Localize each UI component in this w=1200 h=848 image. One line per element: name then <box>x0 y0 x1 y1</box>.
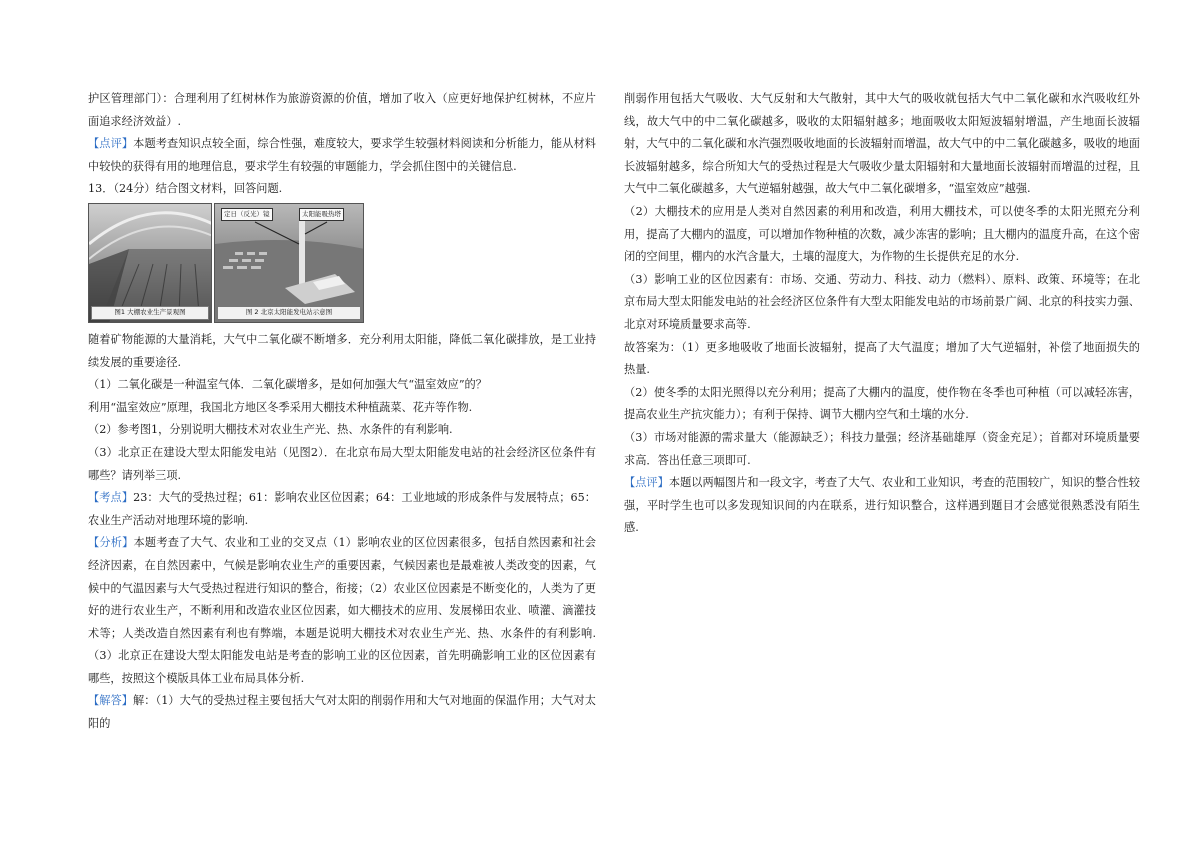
figure-1-caption: 图1 大棚农业生产景观图 <box>91 306 209 320</box>
comment-paragraph <box>88 133 596 178</box>
comment-tag: 【点评】 <box>88 137 134 151</box>
comment-text: 本题以两幅图片和一段文字，考查了大气、农业和工业知识，考查的范围较广，知识的整合性较强，平时学生也可以多发现知识间的内在联系，进行知识整合，这样遇到题目才会感觉很熟悉没有陌生感. <box>624 476 1140 535</box>
analysis-tag: 【分析】 <box>88 536 134 550</box>
figure-2-caption: 图 2 北京太阳能发电站示意图 <box>217 306 361 320</box>
comment-text: 本题考查知识点较全面，综合性强，难度较大，要求学生较强材料阅读和分析能力，能从材料中较快的获得有用的地理信息，要求学生有较强的审题能力，学会抓住图中的关键信息. <box>88 137 596 173</box>
heliostat-label: 定日（反光）镜 <box>221 208 273 221</box>
paragraph: 利用“温室效应”原理，我国北方地区冬季采用大棚技术种植蔬菜、花卉等作物. <box>88 400 473 414</box>
solar-station-photo <box>214 203 364 323</box>
comment-tag: 【点评】 <box>624 476 669 490</box>
right-column <box>624 88 1140 540</box>
question-1: （1）二氧化碳是一种温室气体．二氧化碳增多，是如何加强大气“温室效应”的？ <box>88 378 487 392</box>
knowledge-point <box>88 487 596 532</box>
knowledge-tag: 【考点】 <box>88 491 134 505</box>
figures <box>88 203 364 325</box>
question-3: （3）北京正在建设大型太阳能发电站（见图2）．在北京布局大型太阳能发电站的社会经济区位条件有哪些？请列举三项. <box>88 445 596 482</box>
answer-text: 解：（1）大气的受热过程主要包括大气对太阳的削弱作用和大气对地面的保温作用；大气对太阳的 <box>88 694 596 731</box>
paragraph: 随着矿物能源的大量消耗，大气中二氧化碳不断增多．充分利用太阳能，降低二氧化碳排放，是工业持续发展的重要途径. <box>88 332 596 369</box>
knowledge-text: 23：大气的受热过程；61：影响农业区位因素；64：工业地域的形成条件与发展特点；65：农业生产活动对地理环境的影响. <box>88 491 596 527</box>
final-answer-2: （2）使冬季的太阳光照得以充分利用；提高了大棚内的温度，使作物在冬季也可种植（可以减轻冻害，提高农业生产抗灾能力）；有利于保持、调节大棚内空气和土壤的水分. <box>624 385 1140 422</box>
answer-continued: 削弱作用包括大气吸收、大气反射和大气散射，其中大气的吸收就包括大气中二氧化碳和水汽吸收红外线，故大气中的中二氧化碳越多，吸收的太阳辐射越多；地面吸收太阳短波辐射增温，产生地面长波辐射，大气中的二氧化碳和水汽强烈吸收地面的长波辐射而增温，故大气中的中二氧化碳越多，吸收的地面长波辐射越多，综合所知大气的受热过程是大气吸收少量太阳辐射和大量地面长波辐射而增温的过程，且大气中二氧化碳越多，大气逆辐射越强，故大气中二氧化碳增多，“温室效应”越强. <box>624 92 1140 196</box>
paragraph: 护区管理部门）：合理利用了红树林作为旅游资源的价值，增加了收入（应更好地保护红树林，不应片面追求经济效益）. <box>88 92 596 128</box>
final-answer-3: （3）市场对能源的需求量大（能源缺乏）；科技力量强；经济基础雄厚（资金充足）；首都对环境质量要求高．答出任意三项即可. <box>624 430 1140 467</box>
answer-part-3: （3）影响工业的区位因素有：市场、交通、劳动力、科技、动力（燃料）、原料、政策、环境等；在北京布局大型太阳能发电站的社会经济区位条件有大型太阳能发电站的市场前景广阔、北京的科技实力强、北京对环境质量要求高等. <box>624 272 1140 331</box>
question-2: （2）参考图1，分别说明大棚技术对农业生产光、热、水条件的有利影响. <box>88 423 453 437</box>
final-answer-1: 故答案为：（1）更多地吸收了地面长波辐射，提高了大气温度；增加了大气逆辐射，补偿了地面损失的热量. <box>624 340 1140 377</box>
answer-part-2: （2）大棚技术的应用是人类对自然因素的利用和改造，利用大棚技术，可以使冬季的太阳光照充分利用，提高了大棚内的温度，可以增加作物种植的次数，减少冻害的影响；且大棚内的温度升高，在这个密闭的空间里，棚内的水汽含量大，土壤的湿度大，为作物的生长提供充足的水分. <box>624 204 1140 264</box>
greenhouse-photo <box>88 203 212 323</box>
answer-tag: 【解答】 <box>88 694 134 708</box>
analysis-text: 本题考查了大气、农业和工业的交叉点（1）影响农业的区位因素很多，包括自然因素和社会经济因素，在自然因素中，气候是影响农业生产的重要因素，气候因素也是最难被人类改变的因素，气候中的气温因素与大气受热过程进行知识的整合，衔接；（2）农业区位因素是不断变化的，人类为了更好的进行农业生产，不断利用和改造农业区位因素，如大棚技术的应用、发展梯田农业、喷灌、滴灌技术等；人类改造自然因素有利也有弊端，本题是说明大棚技术对农业生产光、热、水条件的有利影响.（3）北京正在建设大型太阳能发电站是考查的影响工业的区位因素，首先明确影响工业的区位因素有哪些，按照这个模版具体工业布局具体分析. <box>88 536 596 685</box>
answer <box>88 690 596 735</box>
left-column <box>88 88 596 736</box>
comment-paragraph <box>624 472 1140 540</box>
tower-label: 太阳能吸热塔 <box>299 208 344 221</box>
question-13-heading: 13．（24分）结合图文材料，回答问题. <box>88 182 283 196</box>
analysis <box>88 532 596 690</box>
